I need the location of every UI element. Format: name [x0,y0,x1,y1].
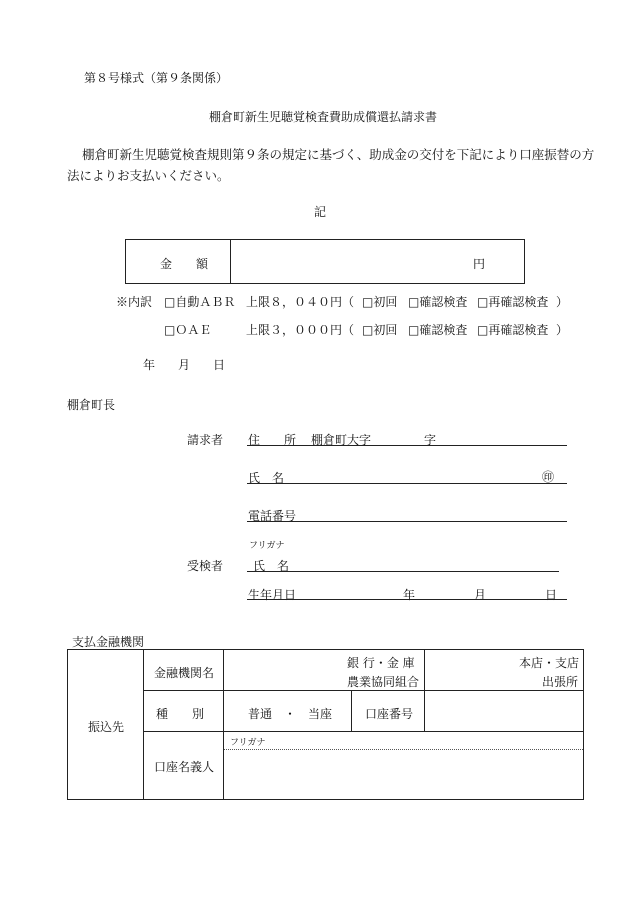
account-number-field[interactable] [426,692,582,730]
oae-checkbox-first[interactable]: □初回 [362,323,398,337]
birth-month: 月 [474,588,487,602]
bank-section-title: 支払金融機関 [72,635,145,649]
abr-close: ） [556,295,569,309]
abr-checkbox-first[interactable]: □初回 [362,295,398,309]
yen-unit: 円 [473,257,486,271]
intro-line-2: 法によりお支払いください。 [67,168,230,183]
phone-field[interactable] [247,521,567,522]
birth-label: 生年月日 [248,588,297,602]
abr-checkbox-confirm[interactable]: □確認検査 [408,295,468,309]
date-month: 月 [178,358,191,372]
claimant-name-field[interactable] [247,483,567,484]
account-type-options[interactable]: 普通 ・ 当座 [248,707,333,721]
birth-field[interactable] [247,599,567,600]
holder-field[interactable] [225,751,582,798]
transfer-to-label: 振込先 [88,720,125,734]
breakdown-prefix: ※内訳 [116,295,153,309]
amount-label: 金 額 [160,257,209,271]
intro-line-1: 棚倉町新生児聴覚検査規則第９条の規定に基づく、助成金の交付を下記により口座振替の方 [82,147,595,162]
checkbox-abr[interactable]: □自動ＡＢＲ [164,295,236,309]
oae-close: ） [556,323,569,337]
phone-label: 電話番号 [248,509,297,523]
branch-line2[interactable]: 出張所 [542,675,579,689]
bank-kinds-line1[interactable]: 銀 行・金 庫 [347,656,415,670]
date-year: 年 [143,358,156,372]
examinee-furigana: フリガナ [249,541,285,551]
bank-kinds-line2[interactable]: 農業協同組合 [347,675,420,689]
date-day: 日 [213,358,226,372]
oae-checkbox-confirm[interactable]: □確認検査 [408,323,468,337]
birth-day: 日 [545,588,558,602]
amount-box [125,239,525,284]
seal-mark: ㊞ [542,470,555,484]
branch-line1[interactable]: 本店・支店 [519,656,580,670]
aza-label: 字 [424,433,437,447]
examinee-name-label: 氏 名 [253,559,290,573]
form-number: 第８号様式（第９条関係） [84,71,229,85]
holder-furigana: フリガナ [230,738,266,748]
abr-checkbox-reconfirm[interactable]: □再確認検査 [477,295,549,309]
institution-label: 金融機関名 [154,666,215,680]
account-number-label: 口座番号 [365,707,414,721]
form-title: 棚倉町新生児聴覚検査費助成償還払請求書 [209,110,438,124]
address-field[interactable] [247,445,567,446]
address-value: 棚倉町大字 [311,433,372,447]
addressee: 棚倉町長 [67,398,116,412]
claimant-label: 請求者 [187,433,224,447]
holder-label: 口座名義人 [154,760,215,774]
claimant-name-label: 氏 名 [248,471,285,485]
account-type-label: 種 別 [156,707,205,721]
ki-label: 記 [314,205,327,219]
birth-year: 年 [403,588,416,602]
address-label: 住 所 [248,433,297,447]
abr-limit: 上限８，０４０円（ [246,295,355,309]
oae-limit: 上限３，０００円（ [246,323,355,337]
checkbox-oae[interactable]: □ＯＡＥ [164,323,212,337]
bank-table [67,649,584,800]
examinee-name-field[interactable] [247,571,559,572]
examinee-label: 受検者 [187,559,224,573]
oae-checkbox-reconfirm[interactable]: □再確認検査 [477,323,549,337]
